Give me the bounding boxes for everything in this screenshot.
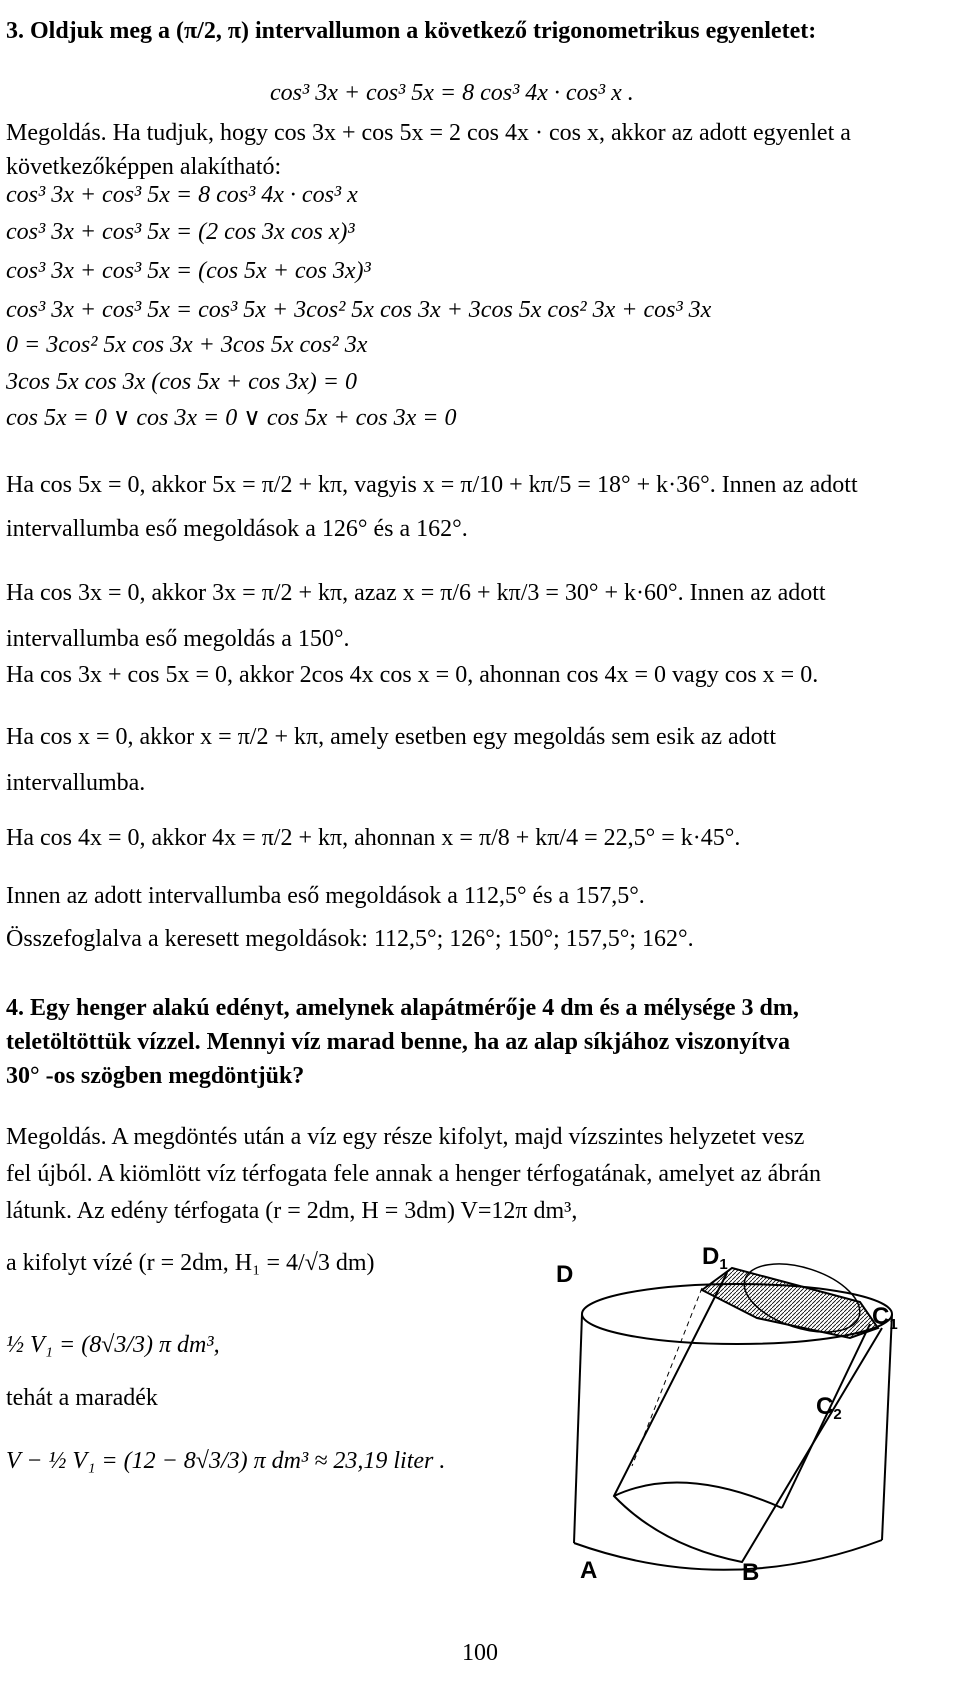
label-C1: $C_1$ (872, 1303, 898, 1333)
right-generatrix (882, 1314, 892, 1540)
solutions-summary: Összefoglalva a keresett megoldások: 112,5°; 126°; 150°; 157,5°; 162°. (6, 926, 694, 952)
case-2-line-1: Ha cos 3x = 0, akkor 3x = π/2 + kπ, azaz x = π/6 + kπ/3 = 30° + k·60°. Innen az adott (6, 580, 826, 606)
case-2-line-2: intervallumba eső megoldás a 150°. (6, 626, 350, 652)
solution-3-intro-2: következőképpen alakítható: (6, 154, 282, 180)
label-C2: $C_2$ (816, 1393, 842, 1423)
problem-4-title-1: 4. Egy henger alakú edényt, amelynek alapátmérője 4 dm és a mélysége 3 dm, (6, 995, 799, 1021)
page-number: 100 (462, 1640, 498, 1666)
case-5-line-2: Innen az adott intervallumba eső megoldások a 112,5° és a 157,5°. (6, 883, 645, 909)
step-4: cos³ 3x + cos³ 5x = cos³ 5x + 3cos² 5x cos 3x + 3cos 5x cos² 3x + cos³ 3x (6, 297, 712, 323)
tilted-bottom (614, 1483, 782, 1508)
case-4-line-1: Ha cos x = 0, akkor x = π/2 + kπ, amely esetben egy megoldás sem esik az adott (6, 724, 776, 750)
step-7: cos 5x = 0 ∨ cos 3x = 0 ∨ cos 5x + cos 3x = 0 (6, 405, 457, 431)
dashed-line (632, 1288, 702, 1466)
final-result: V − ½ V₁ = (12 − 8√3/3) π dm³ ≈ 23,19 liter . (6, 1448, 446, 1474)
solution-4-line-3: látunk. Az edény térfogata (r = 2dm, H = 3dm) V=12π dm³, (6, 1198, 578, 1224)
label-B: B (742, 1559, 760, 1584)
spilled-water-params: a kifolyt vízé (r = 2dm, H₁ = 4/√3 dm) (6, 1250, 375, 1276)
solution-4-line-2: fel újból. A kiömlött víz térfogata fele annak a henger térfogatának, amelyet az ábrán (6, 1161, 821, 1187)
label-A: A (580, 1557, 598, 1584)
case-1-line-2: intervallumba eső megoldások a 126° és a 162°. (6, 516, 468, 542)
remaining-label: tehát a maradék (6, 1385, 158, 1411)
problem-4-title-3: 30° -os szögben megdöntjük? (6, 1063, 305, 1089)
step-2: cos³ 3x + cos³ 5x = (2 cos 3x cos x)³ (6, 219, 355, 245)
step-3: cos³ 3x + cos³ 5x = (cos 5x + cos 3x)³ (6, 258, 371, 284)
left-generatrix (574, 1314, 582, 1543)
case-3-line: Ha cos 3x + cos 5x = 0, akkor 2cos 4x cos x = 0, ahonnan cos 4x = 0 vagy cos x = 0. (6, 662, 819, 688)
step-1: cos³ 3x + cos³ 5x = 8 cos³ 4x · cos³ x (6, 182, 358, 208)
solution-3-intro-1: Megoldás. Ha tudjuk, hogy cos 3x + cos 5x = 2 cos 4x · cos x, akkor az adott egyenlet a (6, 120, 851, 146)
problem-3-title: 3. Oldjuk meg a (π/2, π) intervallumon a következő trigonometrikus egyenletet: (6, 18, 817, 44)
half-volume-equation: ½ V₁ = (8√3/3) π dm³, (6, 1332, 220, 1358)
solution-4-line-1: Megoldás. A megdöntés után a víz egy része kifolyt, majd vízszintes helyzetet vesz (6, 1124, 805, 1150)
bottom-curve (574, 1540, 882, 1570)
case-4-line-2: intervallumba. (6, 770, 146, 796)
label-D: D (556, 1261, 574, 1288)
step-6: 3cos 5x cos 3x (cos 5x + cos 3x) = 0 (6, 369, 357, 395)
problem-4-title-2: teletöltöttük vízzel. Mennyi víz marad benne, ha az alap síkjához viszonyítva (6, 1029, 790, 1055)
spilled-water-region (702, 1268, 878, 1338)
tilted-cylinder-figure (552, 1228, 922, 1584)
case-5-line-1: Ha cos 4x = 0, akkor 4x = π/2 + kπ, ahonnan x = π/8 + kπ/4 = 22,5° = k·45°. (6, 825, 741, 851)
label-D1: $D_1$ (702, 1243, 728, 1273)
case-1-line-1: Ha cos 5x = 0, akkor 5x = π/2 + kπ, vagyis x = π/10 + kπ/5 = 18° + k·36°. Innen az adott (6, 472, 858, 498)
step-5: 0 = 3cos² 5x cos 3x + 3cos 5x cos² 3x (6, 332, 368, 358)
problem-3-equation: cos³ 3x + cos³ 5x = 8 cos³ 4x · cos³ x . (270, 80, 634, 106)
